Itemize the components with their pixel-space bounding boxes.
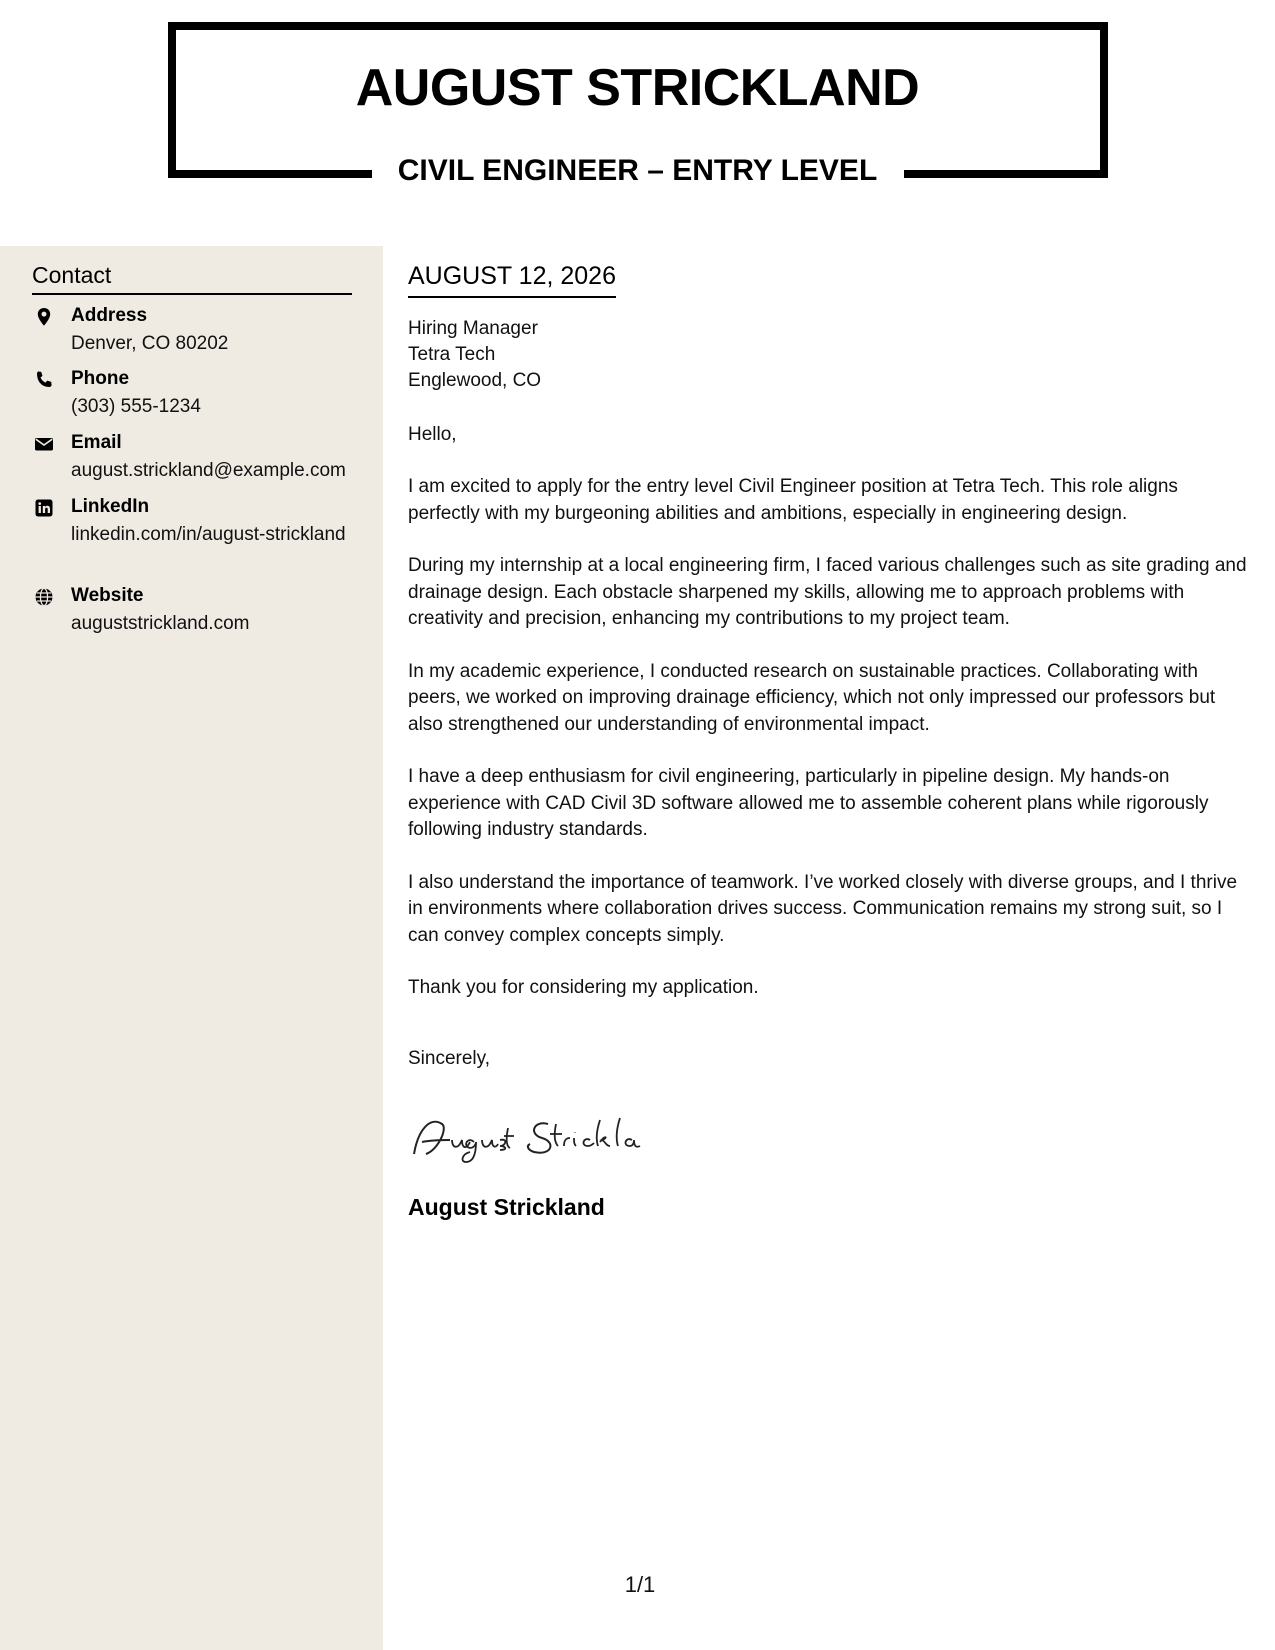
recipient-line: Tetra Tech xyxy=(408,344,496,365)
contact-phone-value: (303) 555-1234 xyxy=(71,396,201,417)
contact-label: Email xyxy=(71,432,122,453)
job-title-heading: CIVIL ENGINEER – ENTRY LEVEL xyxy=(397,154,878,187)
contact-website-value[interactable]: auguststrickland.com xyxy=(71,613,250,634)
signer-name: August Strickland xyxy=(408,1193,605,1220)
letter-body xyxy=(408,262,1253,1221)
closing: Sincerely, xyxy=(408,1047,491,1069)
body-paragraph: In my academic experience, I conducted research on sustainable practices. Collaborating with peers, we worked on improving drainage efficiency, which not only impressed our professors but also strengthened our understanding of environmental impact. xyxy=(408,660,1216,735)
globe-icon xyxy=(34,587,54,607)
body-paragraph: Thank you for considering my application. xyxy=(408,977,759,998)
contact-label: LinkedIn xyxy=(71,496,150,517)
letter-date: AUGUST 12, 2026 xyxy=(408,262,616,298)
recipient-line: Hiring Manager xyxy=(408,318,538,339)
contact-label: Address xyxy=(71,305,148,326)
contact-heading: Contact xyxy=(32,262,352,295)
contact-sidebar xyxy=(0,246,383,1650)
recipient-line: Englewood, CO xyxy=(408,370,542,391)
body-paragraph: I have a deep enthusiasm for civil engineering, particularly in pipeline design. My hands-on experience with CAD Civil 3D software allowed me to assemble coherent plans while rigorously following industry standards. xyxy=(408,766,1209,840)
applicant-name-heading: AUGUST STRICKLAND xyxy=(355,59,920,117)
contact-label: Phone xyxy=(71,368,130,389)
contact-label: Website xyxy=(71,585,144,606)
page-number: 1/1 xyxy=(624,1572,656,1597)
body-paragraph: During my internship at a local engineering firm, I faced various challenges such as site grading and drainage design. Each obstacle sharpened my skills, allowing me to approach problems with creativity and precision, enhancing my contributions to my project team. xyxy=(408,555,1247,629)
email-icon xyxy=(34,434,54,454)
map-pin-icon xyxy=(34,307,54,327)
recipient-block xyxy=(408,316,1253,394)
handwritten-signature xyxy=(408,1110,678,1166)
body-paragraph: I am excited to apply for the entry level Civil Engineer position at Tetra Tech. This role aligns perfectly with my burgeoning abilities and ambitions, especially in engineering design. xyxy=(408,476,1178,524)
phone-icon xyxy=(34,370,54,390)
linkedin-icon xyxy=(34,498,54,518)
signature-image xyxy=(408,1110,678,1166)
frame-top-border xyxy=(168,22,1108,30)
contact-linkedin-value[interactable]: linkedin.com/in/august-strickland xyxy=(71,524,346,545)
salutation: Hello, xyxy=(408,424,457,445)
contact-email-value[interactable]: august.strickland@example.com xyxy=(71,460,346,481)
body-paragraph: I also understand the importance of teamwork. I’ve worked closely with diverse groups, and I thrive in environments where collaboration drives success. Communication remains my strong suit, so I can convey complex concepts simply. xyxy=(408,871,1238,946)
contact-address-value: Denver, CO 80202 xyxy=(71,333,229,354)
